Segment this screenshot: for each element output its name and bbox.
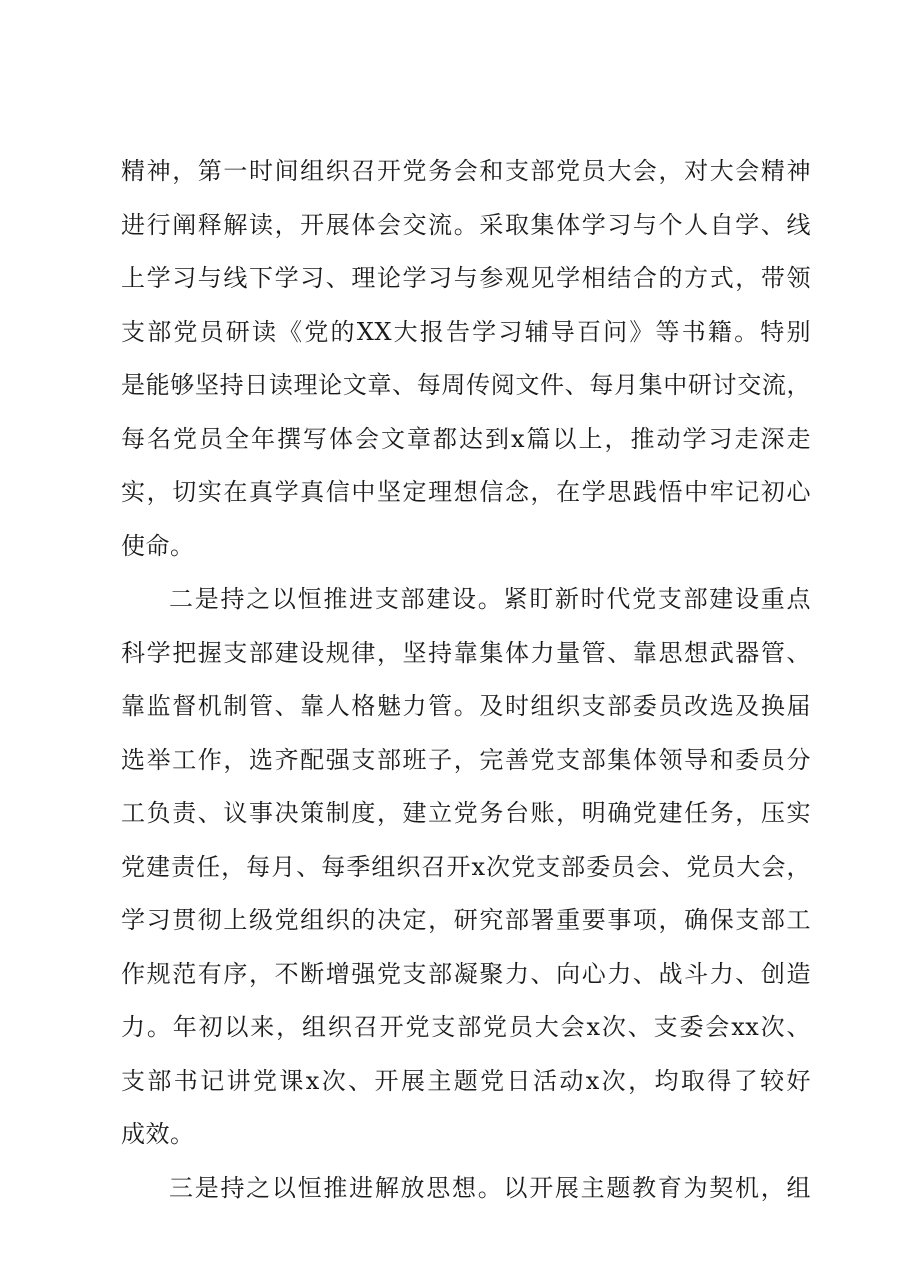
text-line-11: 靠监督机制管、靠人格魅力管。及时组织支部委员改选及换届 [121,692,811,720]
text-line-2: 进行阐释解读，开展体会交流。采取集体学习与个人自学、线 [121,210,811,239]
text-line-6: 每名党员全年撰写体会文章都达到x篇以上，推动学习走深走 [121,424,811,453]
text-line-5: 是能够坚持日读理论文章、每周传阅文件、每月集中研讨交流， [121,371,811,399]
text-line-18: 支部书记讲党课x次、开展主题党日活动x次，均取得了较好 [121,1066,811,1095]
text-line-10: 科学把握支部建设规律，坚持靠集体力量管、靠思想武器管、 [121,638,811,667]
text-line-17: 力。年初以来，组织召开党支部党员大会x次、支委会xx次、 [121,1013,811,1041]
text-line-16: 作规范有序，不断增强党支部凝聚力、向心力、战斗力、创造 [121,959,811,988]
paragraph-3-first-line: 三是持之以恒推进解放思想。以开展主题教育为契机，组 [169,1173,811,1202]
paragraph-2-first-line: 二是持之以恒推进支部建设。紧盯新时代党支部建设重点 [169,585,811,613]
text-line-13: 工负责、议事决策制度，建立党务台账，明确党建任务，压实 [121,799,811,827]
text-line-14: 党建责任，每月、每季组织召开x次党支部委员会、党员大会， [121,852,811,881]
text-line-7: 实，切实在真学真信中坚定理想信念，在学思践悟中牢记初心 [121,478,811,506]
text-line-19: 成效。 [121,1120,195,1148]
body-text [121,145,811,1215]
text-line-15: 学习贯彻上级党组织的决定，研究部署重要事项，确保支部工 [121,906,811,934]
text-line-12: 选举工作，选齐配强支部班子，完善党支部集体领导和委员分 [121,745,811,774]
text-line-1: 精神，第一时间组织召开党务会和支部党员大会，对大会精神 [121,157,811,185]
text-line-4: 支部党员研读《党的XX大报告学习辅导百问》等书籍。特别 [121,317,811,346]
text-line-3: 上学习与线下学习、理论学习与参观见学相结合的方式，带领 [121,264,811,292]
text-line-8: 使命。 [121,531,195,560]
